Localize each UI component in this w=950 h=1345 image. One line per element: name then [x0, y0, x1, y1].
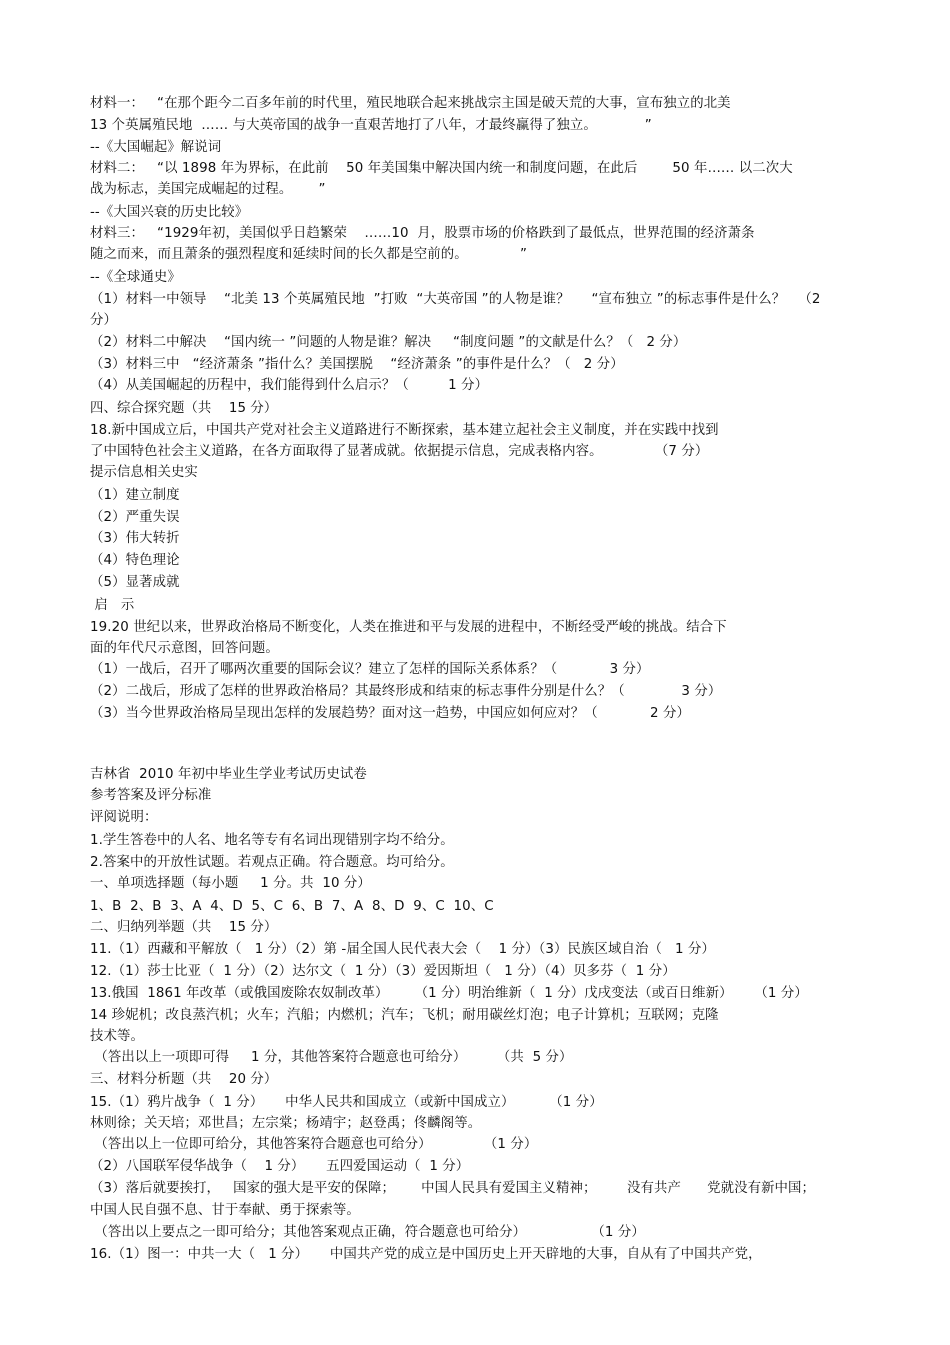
answer-14-line-2: 技术等。: [90, 1029, 144, 1044]
material-2-line-2: 战为标志，美国完成崛起的过程。 ”: [90, 182, 326, 197]
section-1-heading: 一、单项选择题（每小题 1 分。共 10 分）: [90, 876, 371, 891]
answer-14-line-1: 14 珍妮机；改良蒸汽机；火车；汽船；内燃机；汽车；飞机；耐用碳丝灯泡；电子计算机；互联网；克隆: [90, 1008, 719, 1023]
answer-15-2: （2）八国联军侵华战争（ 1 分） 五四爱国运动（ 1 分）: [90, 1159, 470, 1174]
table-row-5: （5）显著成就: [90, 575, 180, 590]
answer-key-subtitle: 参考答案及评分标准: [90, 788, 212, 803]
table-row-3: （3）伟大转折: [90, 531, 180, 546]
question-18-line-2: 了中国特色社会主义道路，在各方面取得了显著成就。依据提示信息，完成表格内容。 （7 分）: [90, 444, 709, 459]
section-1-answers: 1、B 2、B 3、A 4、D 5、C 6、B 7、A 8、D 9、C 10、C: [90, 899, 494, 914]
table-header: 提示信息相关史实: [90, 465, 198, 480]
question-19-line-2: 面的年代尺示意图，回答问题。: [90, 641, 279, 656]
answer-11: 11.（1）西藏和平解放（ 1 分）（2）第 -届全国人民代表大会（ 1 分）（3）民族区域自治（ 1 分）: [90, 942, 715, 957]
question-18-line-1: 18.新中国成立后，中国共产党对社会主义道路进行不断探索，基本建立起社会主义制度，并在实践中找到: [90, 423, 719, 438]
question-17-1: （1）材料一中领导 “北美 13 个英属殖民地 ”打败 “大英帝国 ”的人物是谁？ “宣布独立 ”的标志事件是什么？ （2: [90, 292, 821, 307]
grading-note-2: 2.答案中的开放性试题。若观点正确。符合题意。均可给分。: [90, 855, 454, 870]
question-19-1: （1）一战后，召开了哪两次重要的国际会议？建立了怎样的国际关系体系？（ 3 分）: [90, 662, 650, 677]
answer-15-1: 15.（1）鸦片战争（ 1 分） 中华人民共和国成立（或新中国成立） （1 分）: [90, 1095, 603, 1110]
answer-14-note: （答出以上一项即可得 1 分，其他答案符合题意也可给分） （共 5 分）: [90, 1050, 573, 1065]
material-2-line-1: 材料二： “以 1898 年为界标，在此前 50 年美国集中解决国内统一和制度问题，在此后 50 年…… 以二次大: [90, 161, 793, 176]
question-19-line-1: 19.20 世纪以来，世界政治格局不断变化，人类在推进和平与发展的进程中，不断经受严峻的挑战。结合下: [90, 620, 727, 635]
material-2-source: --《大国兴衰的历史比较》: [90, 205, 249, 220]
material-1-line-1: 材料一： “在那个距今二百多年前的时代里，殖民地联合起来挑战宗主国是破天荒的大事，宣布独立的北美: [90, 96, 731, 111]
question-19-2: （2）二战后，形成了怎样的世界政治格局？其最终形成和结束的标志事件分别是什么？（ 3 分）: [90, 684, 722, 699]
material-3-source: --《全球通史》: [90, 270, 181, 285]
answer-16-1: 16.（1）图一：中共一大（ 1 分） 中国共产党的成立是中国历史上开天辟地的大事，自从有了中国共产党，: [90, 1247, 762, 1262]
material-1-source: --《大国崛起》解说词: [90, 140, 222, 155]
question-17-3: （3）材料三中 “经济萧条 ”指什么？美国摆脱 “经济萧条 ”的事件是什么？（ 2 分）: [90, 357, 624, 372]
answer-15-1-cont: 林则徐；关天培；邓世昌；左宗棠；杨靖宇；赵登禹；佟麟阁等。: [90, 1116, 482, 1131]
material-3-line-1: 材料三： “1929年初，美国似乎日趋繁荣 ……10 月，股票市场的价格跌到了最低点，世界范围的经济萧条: [90, 226, 755, 241]
section-4-heading: 四、综合探究题（共 15 分）: [90, 401, 278, 416]
question-19-3: （3）当今世界政治格局呈现出怎样的发展趋势？面对这一趋势，中国应如何应对？（ 2 分）: [90, 706, 691, 721]
answer-15-3-note: （答出以上要点之一即可给分；其他答案观点正确，符合题意也可给分） （1 分）: [90, 1225, 645, 1240]
material-3-line-2: 随之而来，而且萧条的强烈程度和延续时间的长久都是空前的。 ”: [90, 247, 528, 262]
answer-15-3: （3）落后就要挨打， 国家的强大是平安的保障； 中国人民具有爱国主义精神； 没有共产 党就没有新中国；: [90, 1181, 816, 1196]
answer-key-title: 吉林省 2010 年初中毕业生学业考试历史试卷: [90, 767, 367, 782]
table-row-4: （4）特色理论: [90, 553, 180, 568]
grading-note-1: 1.学生答卷中的人名、地名等专有名词出现错别字均不给分。: [90, 833, 454, 848]
section-3-heading: 三、材料分析题（共 20 分）: [90, 1072, 278, 1087]
answer-12: 12.（1）莎士比亚（ 1 分）（2）达尔文（ 1 分）（3）爱因斯坦（ 1 分）（4）贝多芬（ 1 分）: [90, 964, 676, 979]
table-row-1: （1）建立制度: [90, 488, 180, 503]
grading-notes-heading: 评阅说明：: [90, 810, 158, 825]
question-17-4: （4）从美国崛起的历程中，我们能得到什么启示？（ 1 分）: [90, 378, 489, 393]
section-2-heading: 二、归纳列举题（共 15 分）: [90, 920, 278, 935]
question-17-1-cont: 分）: [90, 313, 117, 328]
answer-15-3-cont: 中国人民自强不息、甘于奉献、勇于探索等。: [90, 1203, 360, 1218]
table-row-inspiration: 启 示: [90, 598, 135, 613]
answer-13: 13.俄国 1861 年改革（或俄国废除农奴制改革） （1 分）明治维新（ 1 分）戊戌变法（或百日维新） （1 分）: [90, 986, 808, 1001]
material-1-line-2: 13 个英属殖民地 …… 与大英帝国的战争一直艰苦地打了八年，才最终赢得了独立。 ”: [90, 118, 652, 133]
answer-15-1-note: （答出以上一位即可给分，其他答案符合题意也可给分） （1 分）: [90, 1137, 538, 1152]
table-row-2: （2）严重失误: [90, 510, 180, 525]
question-17-2: （2）材料二中解决 “国内统一 ”问题的人物是谁？解决 “制度问题 ”的文献是什么？（ 2 分）: [90, 335, 687, 350]
